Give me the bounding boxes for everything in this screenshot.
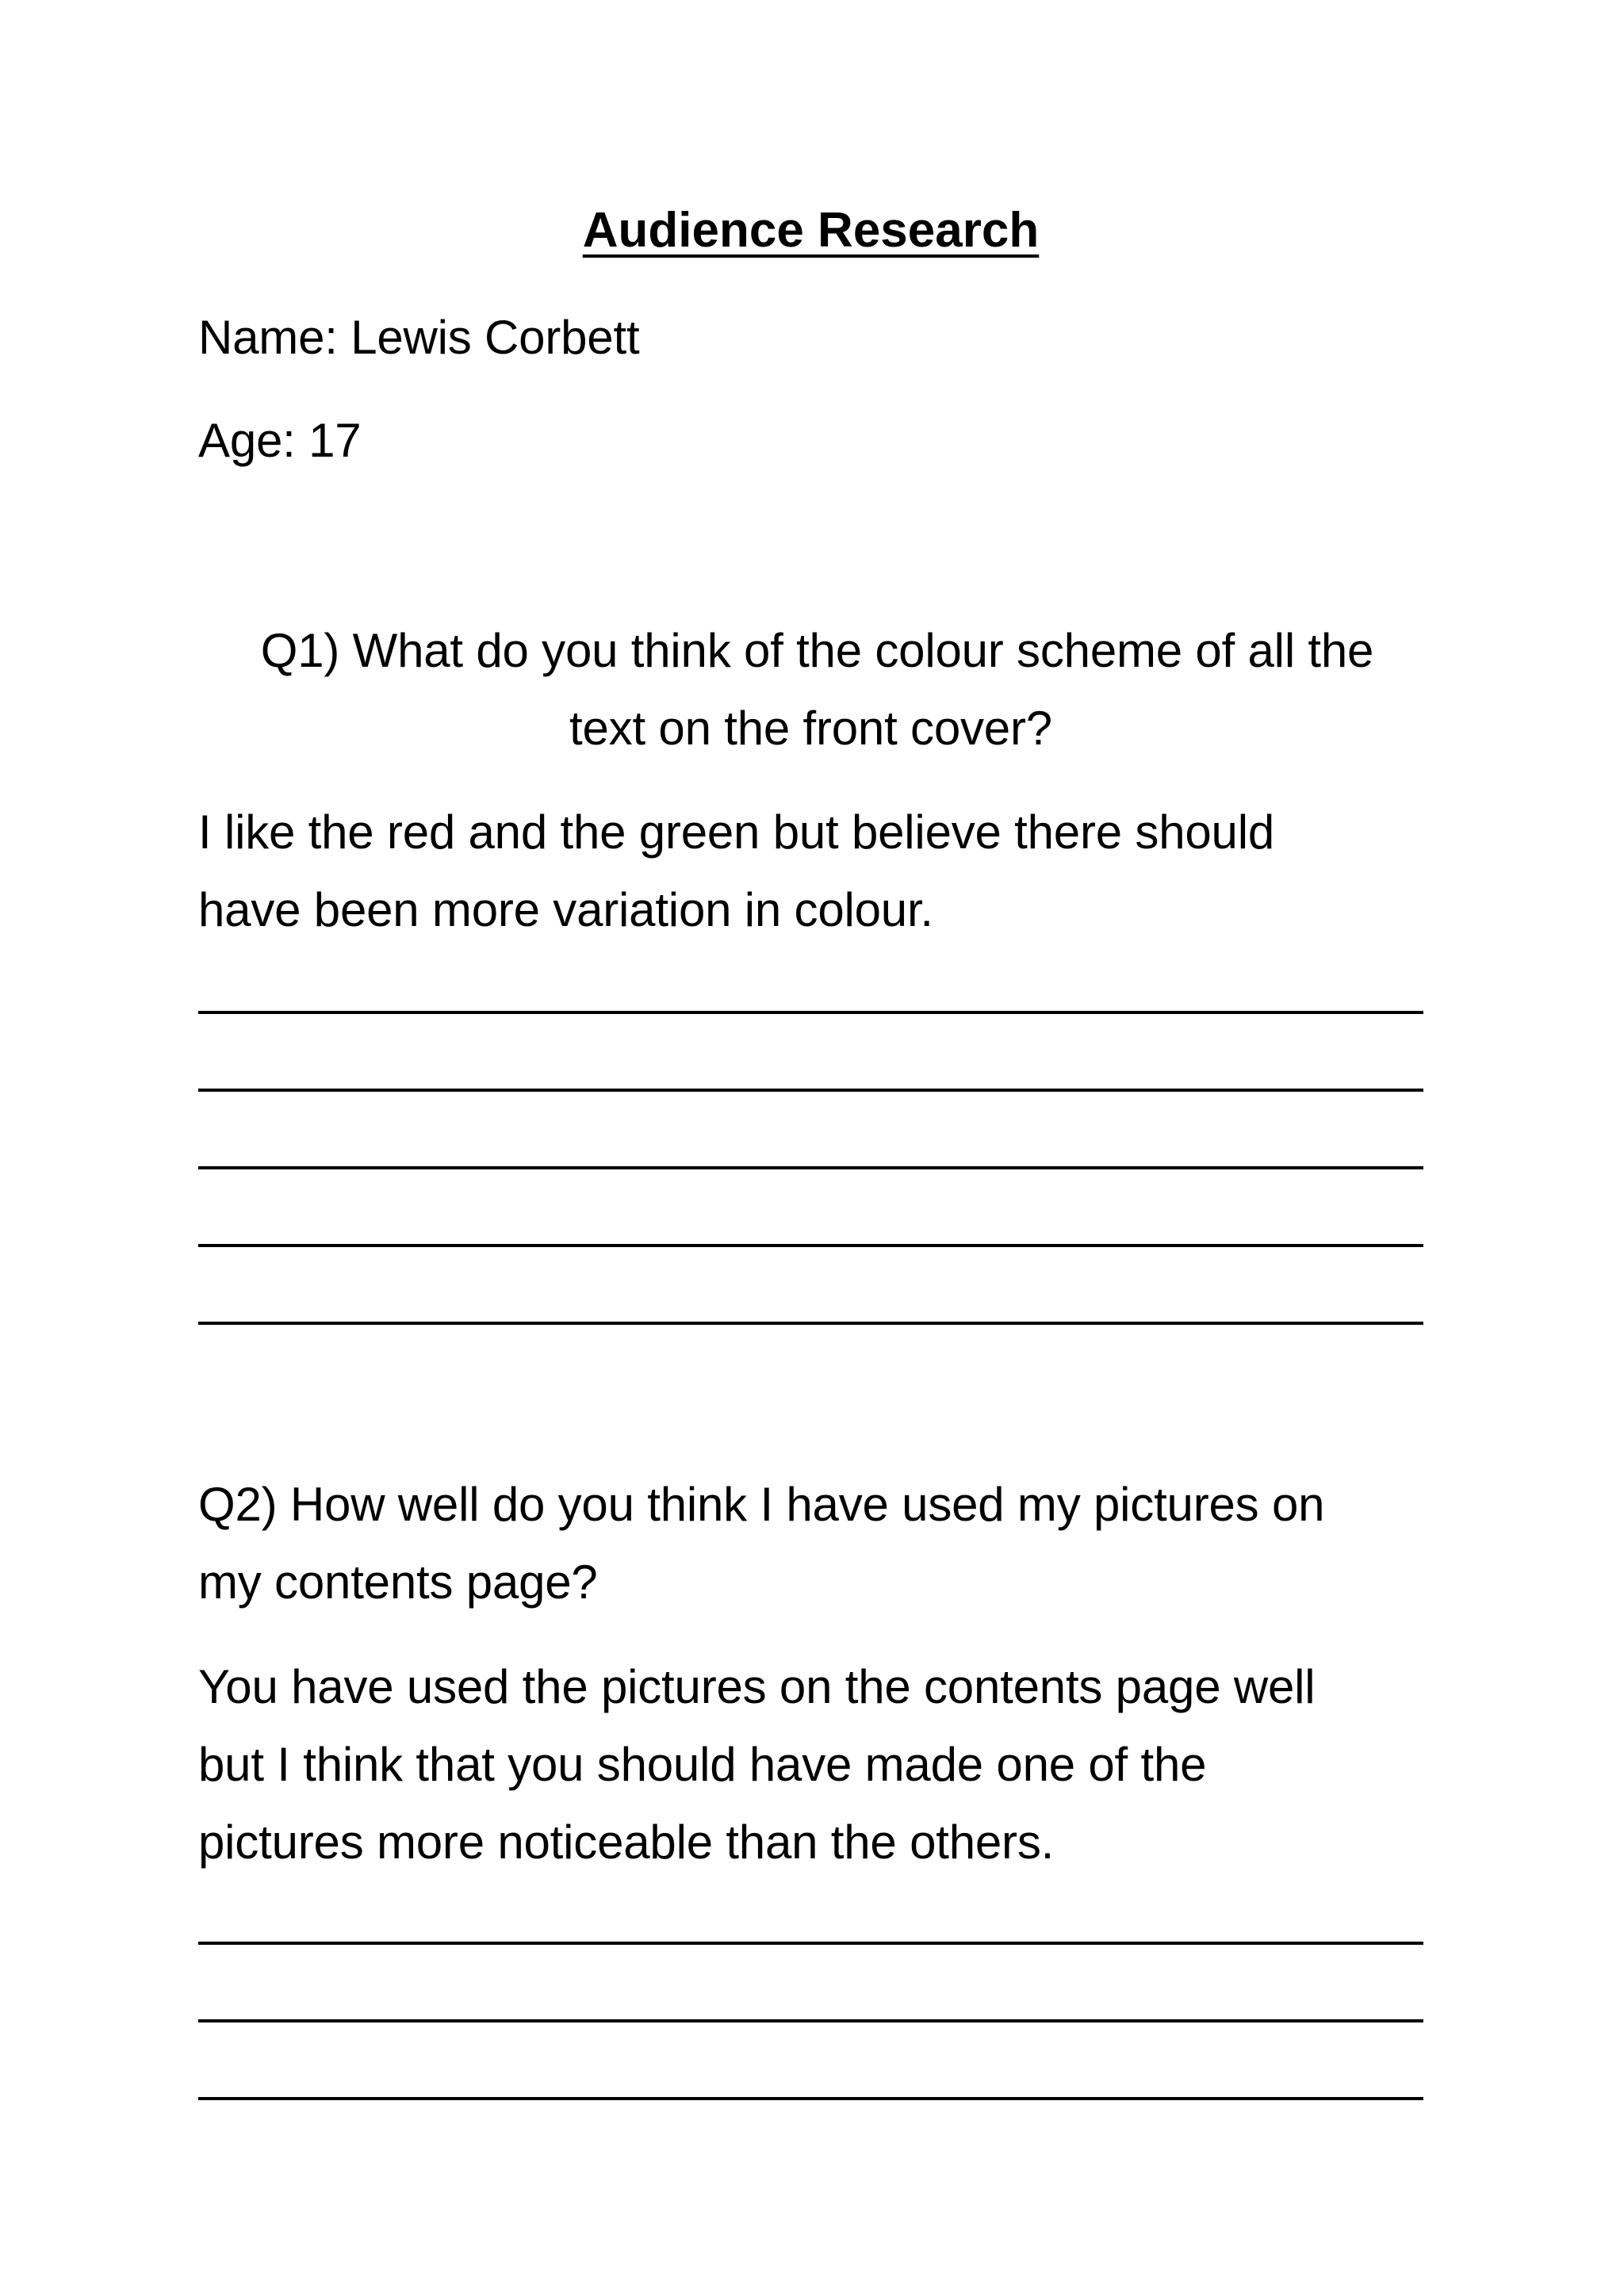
q1-blank-answer-line xyxy=(198,1322,1423,1325)
document-title: Audience Research xyxy=(582,203,1040,258)
q2-answer-line-1: You have used the pictures on the contents page well xyxy=(198,1660,1316,1713)
q1-blank-answer-line xyxy=(198,1244,1423,1247)
q1-question-line-2: text on the front cover? xyxy=(569,702,1052,755)
q2-question-line-2: my contents page? xyxy=(198,1556,598,1609)
q2-blank-answer-line xyxy=(198,2097,1423,2100)
age-line: Age: 17 xyxy=(198,414,362,467)
q2-question-line-1: Q2) How well do you think I have used my pictures on xyxy=(198,1478,1325,1531)
q2-answer-line-3: pictures more noticeable than the others. xyxy=(198,1816,1055,1869)
q2-answer-line-2: but I think that you should have made one of the xyxy=(198,1738,1207,1791)
q2-blank-answer-line xyxy=(198,1942,1423,1945)
q1-answer-line-1: I like the red and the green but believe there should xyxy=(198,806,1275,859)
q1-blank-answer-line xyxy=(198,1011,1423,1014)
q1-answer-line-2: have been more variation in colour. xyxy=(198,883,933,936)
q1-blank-answer-line xyxy=(198,1166,1423,1169)
q1-blank-answer-line xyxy=(198,1089,1423,1092)
name-line: Name: Lewis Corbett xyxy=(198,311,640,364)
q1-question-line-1: Q1) What do you think of the colour scheme of all the xyxy=(260,624,1374,677)
q2-blank-answer-line xyxy=(198,2019,1423,2022)
